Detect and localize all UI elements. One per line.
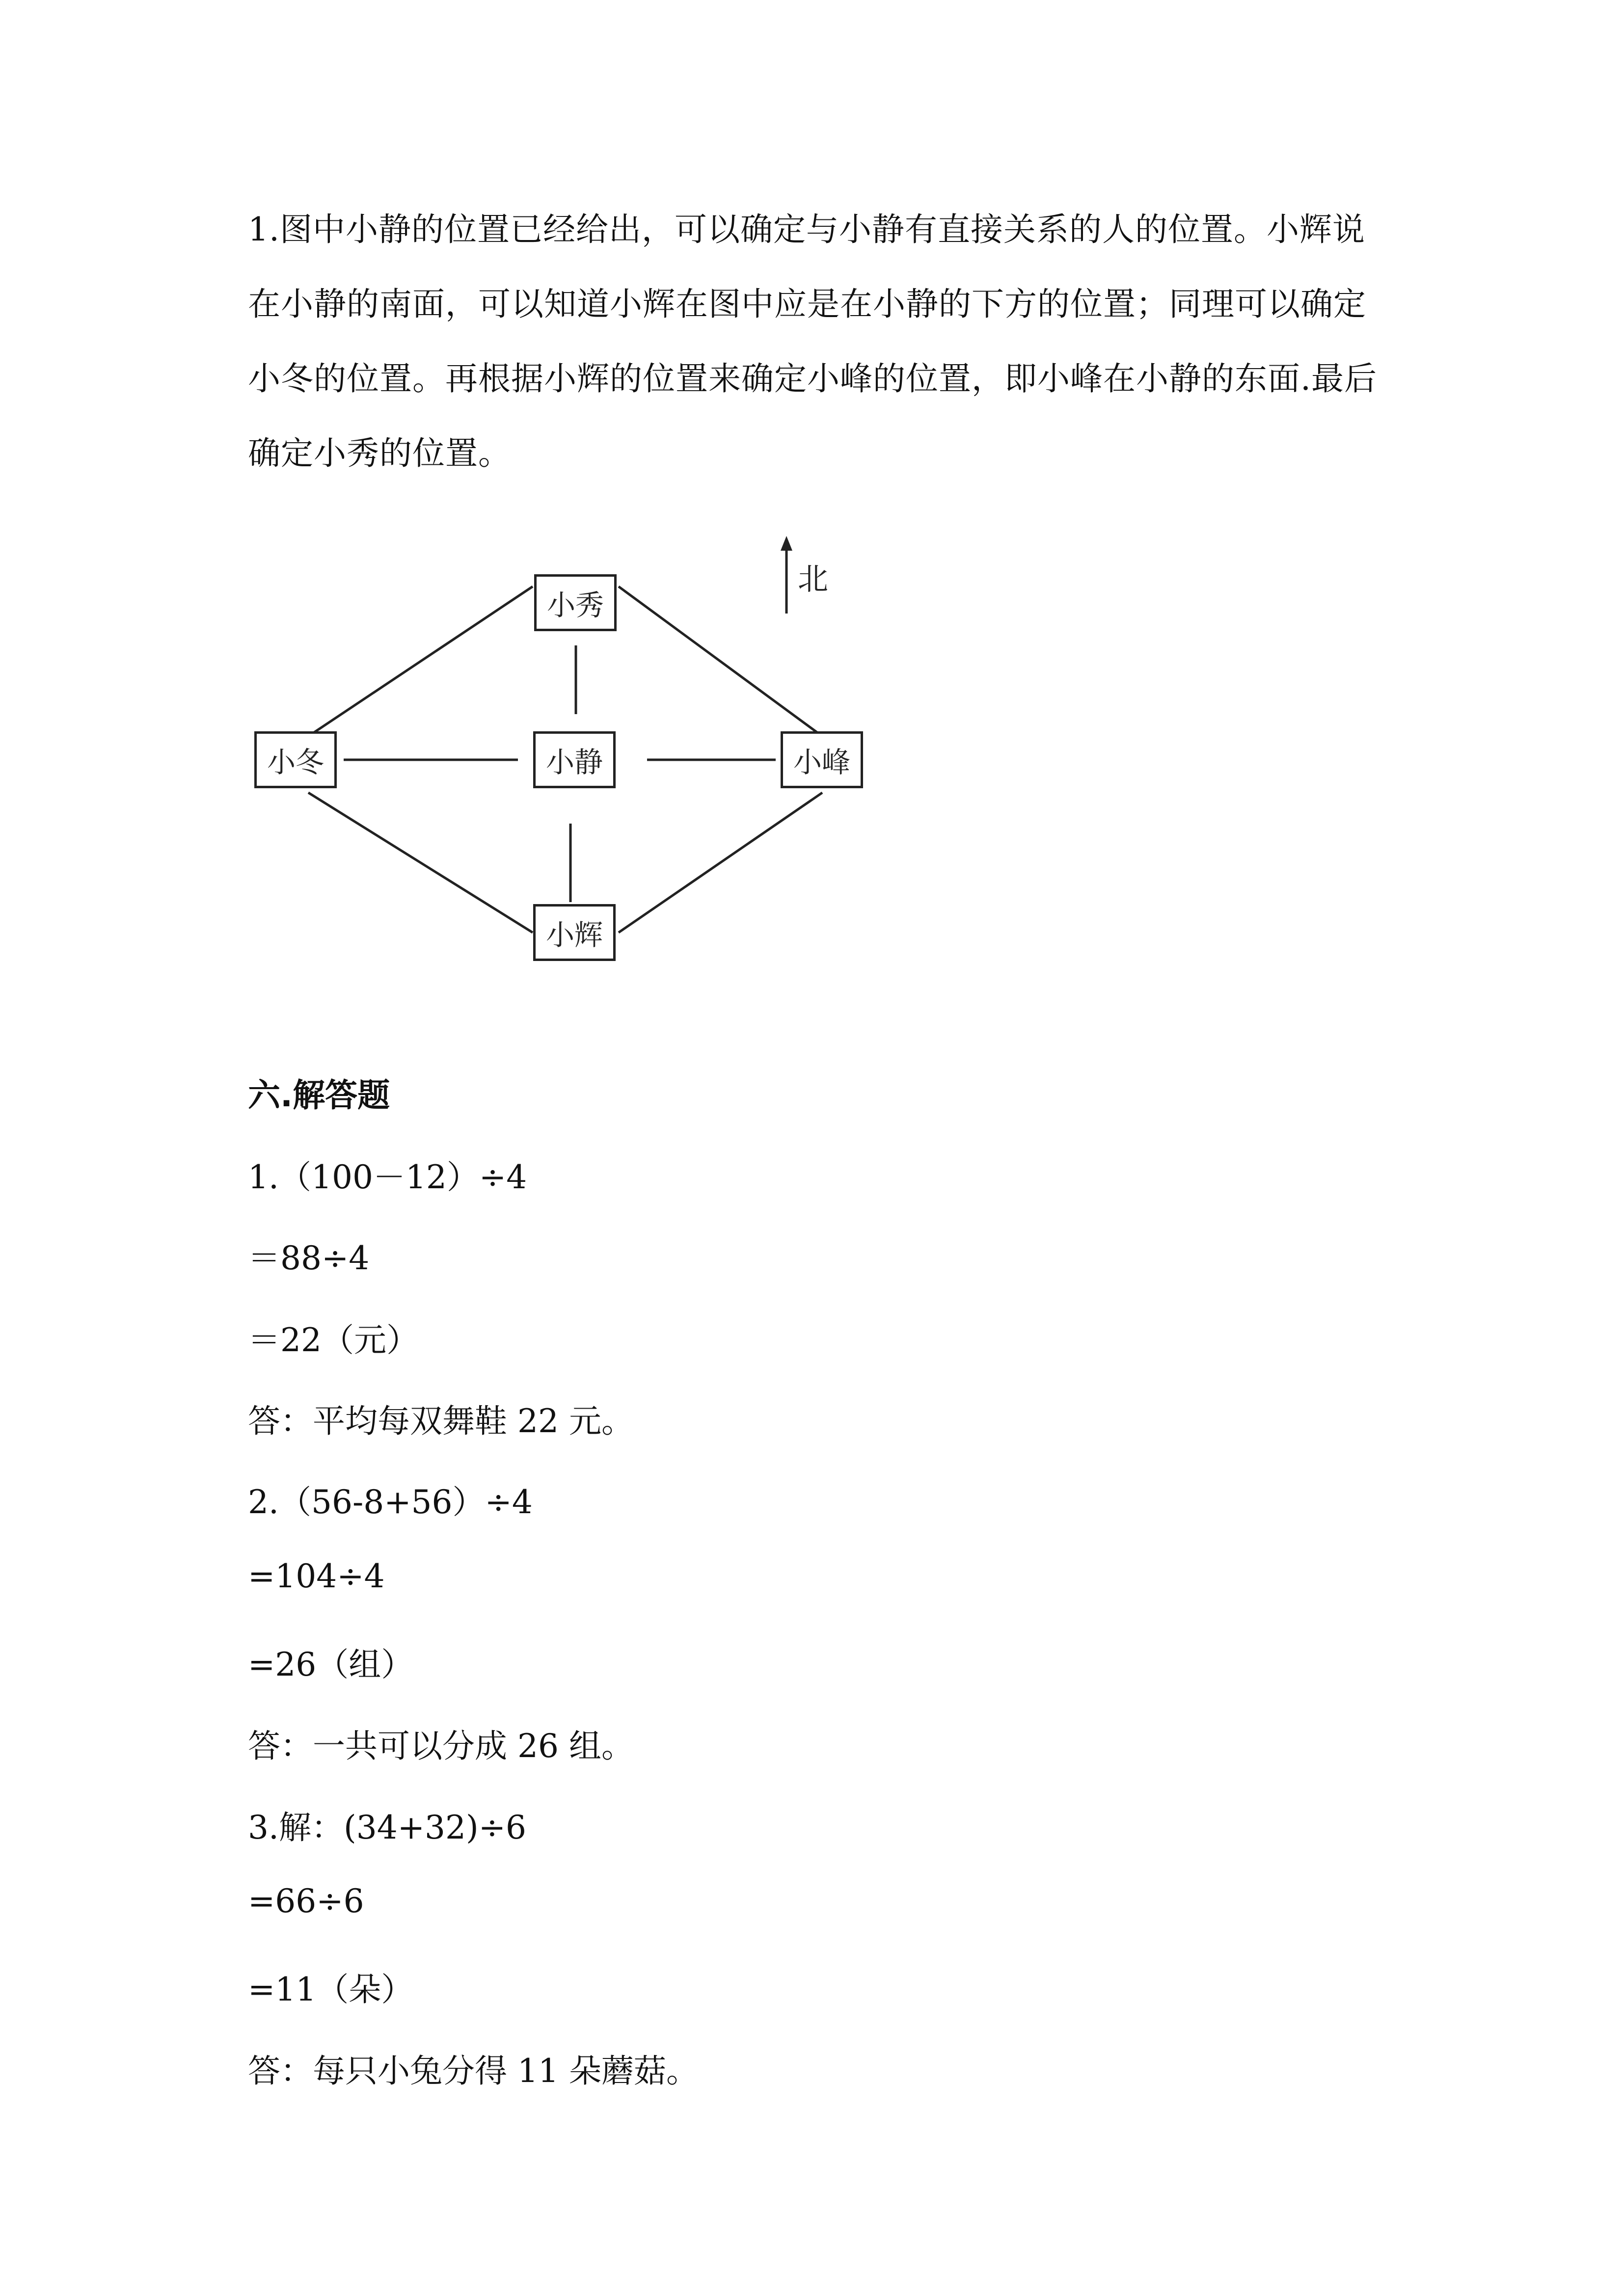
section-title: 六.解答题 (248, 1076, 390, 1114)
node-bottom: 小辉 (533, 904, 616, 961)
answer-line: =26（组） (248, 1646, 414, 1683)
explanation-paragraph (248, 192, 1416, 491)
edge-right-bottom (619, 793, 822, 933)
answer-line: 答：一共可以分成 26 组。 (248, 1727, 634, 1765)
answer-line: 答：每只小兔分得 11 朵蘑菇。 (248, 2052, 699, 2090)
edge-top-right (619, 587, 822, 736)
north-label: 北 (798, 561, 829, 597)
edge-top-left (308, 587, 533, 736)
node-left: 小冬 (254, 731, 337, 788)
node-right: 小峰 (781, 731, 863, 788)
position-diagram (245, 530, 884, 991)
answer-line: 2.（56-8+56）÷4 (248, 1483, 533, 1521)
answer-line: ＝88÷4 (248, 1239, 370, 1277)
answer-line: 1.（100－12）÷4 (248, 1158, 527, 1196)
answer-line: =104÷4 (248, 1557, 385, 1595)
explanation-line: 确定小秀的位置。 (248, 434, 511, 472)
north-arrow-icon (781, 536, 792, 551)
answer-line: =66÷6 (248, 1882, 364, 1920)
answer-line: 3.解：(34+32)÷6 (248, 1809, 527, 1846)
answer-line: 答：平均每双舞鞋 22 元。 (248, 1402, 634, 1440)
node-top: 小秀 (534, 574, 617, 631)
answer-line: =11（朵） (248, 1971, 414, 2008)
edge-left-bottom (308, 793, 533, 933)
answer-line: ＝22（元） (248, 1321, 419, 1359)
explanation-line: 在小静的南面，可以知道小辉在图中应是在小静的下方的位置；同理可以确定 (248, 285, 1366, 323)
explanation-line: 1.图中小静的位置已经给出，可以确定与小静有直接关系的人的位置。小辉说 (248, 211, 1365, 248)
explanation-line: 小冬的位置。再根据小辉的位置来确定小峰的位置，即小峰在小静的东面.最后 (248, 360, 1377, 398)
node-center: 小静 (533, 731, 616, 788)
